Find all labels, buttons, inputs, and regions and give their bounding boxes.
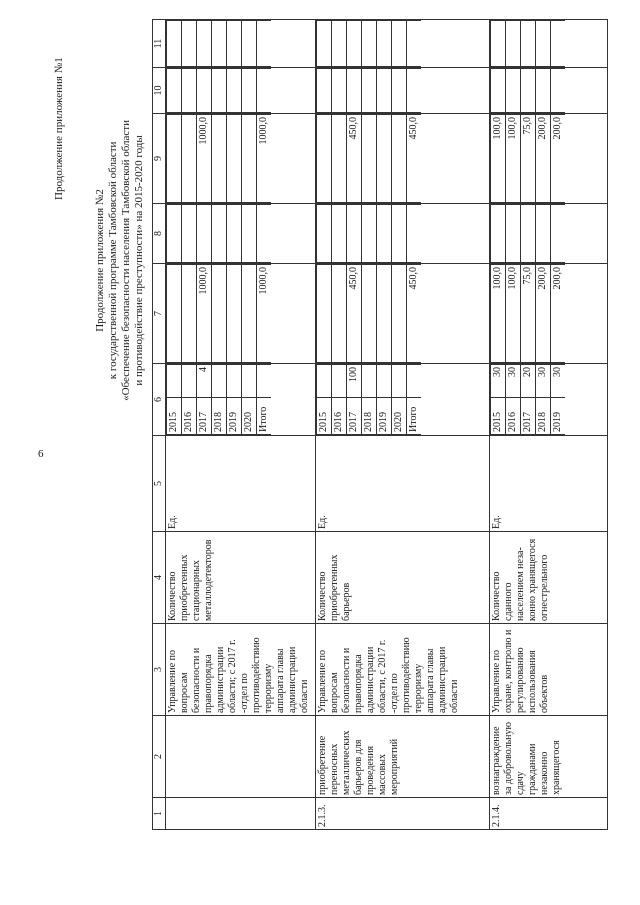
- column-number: 4: [153, 532, 166, 624]
- year-cell: 2018: [362, 398, 377, 435]
- value-cell: [551, 21, 566, 67]
- value-cell: [392, 69, 407, 113]
- value-cell: [167, 115, 182, 203]
- value-cell: [242, 21, 257, 67]
- value-cell: [377, 21, 392, 67]
- value-cell: [362, 69, 377, 113]
- year-cell: 2015: [167, 398, 182, 435]
- appendix-header-line3: «Обеспечение безопасности населения Тамбовской области: [120, 120, 132, 401]
- value-cell: 200,0: [536, 265, 551, 363]
- value-cell: [362, 205, 377, 263]
- quantity-cell: 30: [551, 365, 566, 398]
- value-cell: [197, 205, 212, 263]
- value-cell: 75,0: [521, 115, 536, 203]
- quantity-cell: 4: [197, 365, 212, 398]
- year-values: [490, 364, 608, 436]
- year-cell: 2015: [491, 398, 506, 435]
- funding-c11: [490, 20, 608, 68]
- value-cell: [227, 115, 242, 203]
- value-cell: [332, 115, 347, 203]
- row-number: [166, 798, 316, 830]
- value-cell: [212, 69, 227, 113]
- measure-name: вознаграждение за добровольную сдачу гражданами незаконно хранящегося: [490, 716, 608, 798]
- year-cell: 2017: [521, 398, 536, 435]
- value-cell: [332, 21, 347, 67]
- value-cell: [347, 205, 362, 263]
- value-cell: 100,0: [491, 265, 506, 363]
- quantity-cell: 30: [491, 365, 506, 398]
- value-cell: [182, 205, 197, 263]
- year-cell: 2017: [197, 398, 212, 435]
- value-cell: [242, 205, 257, 263]
- funding-c9: [166, 114, 316, 204]
- quantity-cell: [377, 365, 392, 398]
- value-cell: 1000,0: [197, 265, 212, 363]
- column-number-row: [153, 20, 166, 830]
- funding-c8: [490, 204, 608, 264]
- value-cell: [182, 115, 197, 203]
- value-cell: [392, 21, 407, 67]
- value-cell: [332, 265, 347, 363]
- year-cell: 2018: [212, 398, 227, 435]
- funding-c8: [166, 204, 316, 264]
- column-number: 3: [153, 624, 166, 716]
- column-number: 2: [153, 716, 166, 798]
- value-cell: [521, 69, 536, 113]
- value-cell: [182, 69, 197, 113]
- funding-c7: [166, 264, 316, 364]
- year-cell: 2015: [317, 398, 332, 435]
- value-cell: [407, 205, 422, 263]
- quantity-cell: [407, 365, 422, 398]
- value-cell: [506, 21, 521, 67]
- value-cell: [536, 21, 551, 67]
- value-cell: [257, 69, 272, 113]
- unit-of-measure: Ед.: [166, 436, 316, 532]
- value-cell: [197, 21, 212, 67]
- value-cell: [317, 69, 332, 113]
- column-number: 7: [153, 264, 166, 364]
- appendix-header-line4: и противодействие преступности» на 2015-2020 годы: [133, 135, 145, 386]
- column-number: 6: [153, 364, 166, 436]
- value-cell: [491, 21, 506, 67]
- table-row: [316, 20, 490, 830]
- value-cell: 450,0: [407, 115, 422, 203]
- year-cell: 2019: [377, 398, 392, 435]
- column-number: 8: [153, 204, 166, 264]
- appendix-header-line2: к государственной программе Тамбовской области: [107, 141, 119, 380]
- quantity-cell: 30: [506, 365, 521, 398]
- value-cell: [212, 115, 227, 203]
- column-number: 9: [153, 114, 166, 204]
- value-cell: [167, 265, 182, 363]
- value-cell: [536, 69, 551, 113]
- year-cell: 2016: [332, 398, 347, 435]
- program-table: [152, 19, 608, 830]
- value-cell: [317, 205, 332, 263]
- funding-c11: [166, 20, 316, 68]
- value-cell: [227, 21, 242, 67]
- executor: Управление по вопросам безопасности и правопорядка администрации области, с 2017 г. -отдел по противодействию терроризму аппарата главы администрации области: [316, 624, 490, 716]
- quantity-cell: [257, 365, 272, 398]
- value-cell: [197, 69, 212, 113]
- funding-c10: [316, 68, 490, 114]
- value-cell: [317, 265, 332, 363]
- measure-name: [166, 716, 316, 798]
- value-cell: [317, 115, 332, 203]
- year-cell: 2018: [536, 398, 551, 435]
- value-cell: [521, 21, 536, 67]
- value-cell: 200,0: [551, 115, 566, 203]
- value-cell: [227, 265, 242, 363]
- value-cell: [332, 205, 347, 263]
- page-number: 6: [38, 448, 44, 460]
- funding-c8: [316, 204, 490, 264]
- column-number: 5: [153, 436, 166, 532]
- value-cell: [392, 115, 407, 203]
- quantity-cell: [212, 365, 227, 398]
- indicator-name: Количество приобретенных барьеров: [316, 532, 490, 624]
- row-number: 2.1.3.: [316, 798, 490, 830]
- value-cell: [377, 205, 392, 263]
- column-number: 1: [153, 798, 166, 830]
- value-cell: [392, 265, 407, 363]
- value-cell: [362, 21, 377, 67]
- funding-c9: [316, 114, 490, 204]
- quantity-cell: [227, 365, 242, 398]
- value-cell: [551, 205, 566, 263]
- value-cell: [491, 69, 506, 113]
- year-cell: 2019: [227, 398, 242, 435]
- value-cell: [377, 69, 392, 113]
- value-cell: 1000,0: [197, 115, 212, 203]
- value-cell: 200,0: [551, 265, 566, 363]
- row-number: 2.1.4.: [490, 798, 608, 830]
- indicator-name: Количество приобретенных стационарных металлодетекторов: [166, 532, 316, 624]
- funding-c11: [316, 20, 490, 68]
- quantity-cell: [182, 365, 197, 398]
- value-cell: [362, 115, 377, 203]
- value-cell: [317, 21, 332, 67]
- value-cell: [167, 69, 182, 113]
- value-cell: [491, 205, 506, 263]
- table-row: [166, 20, 316, 830]
- value-cell: [407, 69, 422, 113]
- quantity-cell: 20: [521, 365, 536, 398]
- quantity-cell: [362, 365, 377, 398]
- value-cell: 1000,0: [257, 265, 272, 363]
- value-cell: [506, 69, 521, 113]
- measure-name: приобретение переносных металлических барьеров для проведения массовых мероприятий: [316, 716, 490, 798]
- year-cell: 2020: [242, 398, 257, 435]
- value-cell: 200,0: [536, 115, 551, 203]
- value-cell: [521, 205, 536, 263]
- value-cell: 450,0: [347, 115, 362, 203]
- appendix-header-line1: Продолжение приложения №2: [94, 189, 106, 332]
- funding-c9: [490, 114, 608, 204]
- value-cell: [377, 115, 392, 203]
- value-cell: [167, 21, 182, 67]
- value-cell: [227, 205, 242, 263]
- continuation-note: Продолжение приложения №1: [53, 57, 65, 200]
- value-cell: [257, 205, 272, 263]
- value-cell: 1000,0: [257, 115, 272, 203]
- value-cell: [257, 21, 272, 67]
- value-cell: [506, 205, 521, 263]
- funding-c10: [490, 68, 608, 114]
- year-cell: 2016: [182, 398, 197, 435]
- indicator-name: Количество сданного населением неза-конно хранящегося огнестрельного: [490, 532, 608, 624]
- value-cell: [227, 69, 242, 113]
- value-cell: [242, 115, 257, 203]
- executor: Управление по вопросам безопасности и правопорядка администрации области; с 2017 г. -отдел по противодействию терроризму аппарата главы администрации области: [166, 624, 316, 716]
- funding-c7: [316, 264, 490, 364]
- value-cell: [332, 69, 347, 113]
- quantity-cell: [242, 365, 257, 398]
- year-cell: Итого: [407, 398, 422, 435]
- column-number: 11: [153, 20, 166, 68]
- year-cell: 2020: [392, 398, 407, 435]
- year-cell: 2019: [551, 398, 566, 435]
- year-cell: 2017: [347, 398, 362, 435]
- value-cell: [347, 21, 362, 67]
- funding-c10: [166, 68, 316, 114]
- value-cell: [212, 21, 227, 67]
- column-number: 10: [153, 68, 166, 114]
- value-cell: 100,0: [491, 115, 506, 203]
- executor: Управление по охране, контролю и регулированию использования объектов: [490, 624, 608, 716]
- value-cell: 450,0: [407, 265, 422, 363]
- table-row: [490, 20, 608, 830]
- value-cell: [551, 69, 566, 113]
- value-cell: [392, 205, 407, 263]
- value-cell: [377, 265, 392, 363]
- unit-of-measure: Ед.: [316, 436, 490, 532]
- value-cell: 100,0: [506, 115, 521, 203]
- value-cell: [212, 265, 227, 363]
- unit-of-measure: Ед.: [490, 436, 608, 532]
- year-cell: 2016: [506, 398, 521, 435]
- value-cell: 75,0: [521, 265, 536, 363]
- year-cell: Итого: [257, 398, 272, 435]
- value-cell: [212, 205, 227, 263]
- quantity-cell: 100: [347, 365, 362, 398]
- year-values: [316, 364, 490, 436]
- value-cell: [347, 69, 362, 113]
- quantity-cell: [392, 365, 407, 398]
- quantity-cell: [332, 365, 347, 398]
- quantity-cell: [167, 365, 182, 398]
- value-cell: [536, 205, 551, 263]
- quantity-cell: 30: [536, 365, 551, 398]
- value-cell: [242, 69, 257, 113]
- value-cell: [167, 205, 182, 263]
- year-values: [166, 364, 316, 436]
- value-cell: [182, 265, 197, 363]
- quantity-cell: [317, 365, 332, 398]
- value-cell: 100,0: [506, 265, 521, 363]
- value-cell: [362, 265, 377, 363]
- funding-c7: [490, 264, 608, 364]
- value-cell: [242, 265, 257, 363]
- appendix-header: [94, 120, 146, 401]
- value-cell: [182, 21, 197, 67]
- value-cell: [407, 21, 422, 67]
- value-cell: 450,0: [347, 265, 362, 363]
